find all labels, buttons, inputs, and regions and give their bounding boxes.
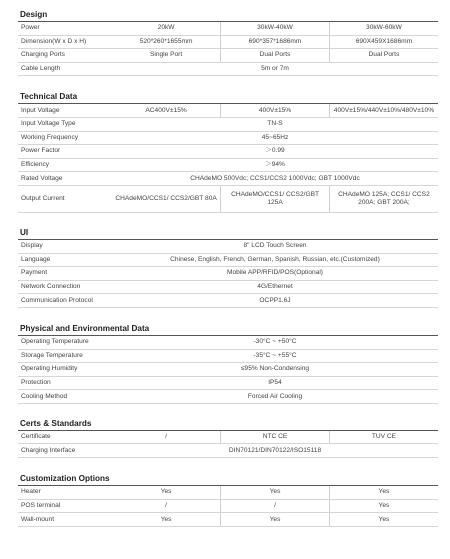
spec-table — [18, 104, 438, 213]
table-row — [18, 294, 438, 308]
row-label: Display — [18, 240, 112, 253]
table-row — [18, 185, 438, 212]
row-label: Cable Length — [18, 62, 112, 76]
row-value: / — [112, 431, 221, 444]
section-title: Technical Data — [18, 90, 438, 104]
table-row — [18, 444, 438, 458]
row-value: CHAdeMO 500Vdc; CCS1/CCS2 1000Vdc; GBT 1000Vdc — [112, 172, 438, 186]
table-row — [18, 117, 438, 131]
table-row — [18, 499, 438, 513]
section-physical-and-environmental-data — [18, 322, 438, 404]
table-row — [18, 22, 438, 35]
section-spacer — [18, 458, 438, 472]
row-label: Storage Temperature — [18, 349, 112, 363]
section-spacer — [18, 404, 438, 417]
spec-table — [18, 486, 438, 527]
row-value: ≤95% Non-Condensing — [112, 363, 438, 377]
row-label: Language — [18, 253, 112, 267]
table-row — [18, 253, 438, 267]
row-value: Yes — [329, 499, 438, 513]
row-value: 690*357*1686mm — [221, 35, 330, 49]
table-row — [18, 513, 438, 527]
row-value: 5m or 7m — [112, 62, 438, 76]
table-row — [18, 390, 438, 404]
row-label: Power Factor — [18, 145, 112, 159]
row-value: Single Port — [112, 49, 221, 63]
row-label: Certificate — [18, 431, 112, 444]
row-label: Power — [18, 22, 112, 35]
row-label: Working Frequency — [18, 131, 112, 145]
section-spacer — [18, 76, 438, 90]
spec-table — [18, 336, 438, 404]
row-label: Payment — [18, 267, 112, 281]
row-value: Yes — [221, 486, 330, 499]
row-value: 30kW-40kW — [221, 22, 330, 35]
row-label: Input Voltage — [18, 104, 112, 117]
row-label: Protection — [18, 376, 112, 390]
table-row — [18, 486, 438, 499]
table-row — [18, 280, 438, 294]
row-value: 400V±15% — [221, 104, 330, 117]
table-row — [18, 158, 438, 172]
row-value: 400V±15%/440V±10%/480V±10% — [329, 104, 438, 117]
section-title: Physical and Environmental Data — [18, 322, 438, 336]
row-value: 520*260*1655mm — [112, 35, 221, 49]
row-value: Yes — [221, 513, 330, 527]
table-row — [18, 104, 438, 117]
table-row — [18, 349, 438, 363]
row-value: 8" LCD Touch Screen — [112, 240, 438, 253]
table-row — [18, 35, 438, 49]
row-value: ＞94% — [112, 158, 438, 172]
row-value: Chinese, English, French, German, Spanish, Russian, etc.(Customized) — [112, 253, 438, 267]
row-value: 30kW-60kW — [329, 22, 438, 35]
table-row — [18, 376, 438, 390]
row-value: 4G/Ethernet — [112, 280, 438, 294]
table-row — [18, 363, 438, 377]
row-label: Operating Temperature — [18, 336, 112, 349]
row-label: Communication Protocol — [18, 294, 112, 308]
row-value: Mobile APP/RFID/POS(Optional) — [112, 267, 438, 281]
row-value: AC400V±15% — [112, 104, 221, 117]
section-title: UI — [18, 226, 438, 240]
row-label: Dimension(W x D x H) — [18, 35, 112, 49]
row-label: Wall-mount — [18, 513, 112, 527]
table-row — [18, 172, 438, 186]
row-value: CHAdeMO 125A; CCS1/ CCS2 200A; GBT 200A; — [329, 185, 438, 212]
table-row — [18, 145, 438, 159]
row-value: CHAdeMO/CCS1/ CCS2/GBT 80A — [112, 185, 221, 212]
row-value: DIN70121/DIN70122/ISO15118 — [112, 444, 438, 458]
row-value: Dual Ports — [221, 49, 330, 63]
row-label: POS terminal — [18, 499, 112, 513]
row-value: 45~65Hz — [112, 131, 438, 145]
spec-table — [18, 240, 438, 308]
row-label: Operating Humidity — [18, 363, 112, 377]
row-value: / — [112, 499, 221, 513]
table-row — [18, 267, 438, 281]
table-row — [18, 131, 438, 145]
row-value: CHAdeMO/CCS1/ CCS2/GBT 125A — [221, 185, 330, 212]
row-value: 690X459X1686mm — [329, 35, 438, 49]
spec-table — [18, 22, 438, 76]
section-certs-standards — [18, 417, 438, 458]
row-value: -30°C ~ +50°C — [112, 336, 438, 349]
row-label: Network Connection — [18, 280, 112, 294]
section-spacer — [18, 308, 438, 322]
section-title: Certs & Standards — [18, 417, 438, 431]
spec-table — [18, 431, 438, 458]
row-value: 20kW — [112, 22, 221, 35]
row-value: NTC CE — [221, 431, 330, 444]
row-label: Rated Voltage — [18, 172, 112, 186]
table-row — [18, 336, 438, 349]
row-value: TUV CE — [329, 431, 438, 444]
row-label: Cooling Method — [18, 390, 112, 404]
row-label: Charging Ports — [18, 49, 112, 63]
row-value: Yes — [329, 513, 438, 527]
row-value: IP54 — [112, 376, 438, 390]
row-label: Input Voltage Type — [18, 117, 112, 131]
row-value: TN-S — [112, 117, 438, 131]
table-row — [18, 62, 438, 76]
row-value: Forced Air Cooling — [112, 390, 438, 404]
row-value: ＞0.99 — [112, 145, 438, 159]
section-design — [18, 8, 438, 76]
section-ui — [18, 226, 438, 308]
row-value: Yes — [329, 486, 438, 499]
section-technical-data — [18, 90, 438, 213]
section-customization-options — [18, 472, 438, 527]
row-label: Efficiency — [18, 158, 112, 172]
row-value: OCPP1.6J — [112, 294, 438, 308]
table-row — [18, 49, 438, 63]
row-value: Dual Ports — [329, 49, 438, 63]
table-row — [18, 431, 438, 444]
spec-sheet — [18, 8, 438, 527]
section-title: Customization Options — [18, 472, 438, 486]
row-label: Output Current — [18, 185, 112, 212]
table-row — [18, 240, 438, 253]
row-value: Yes — [112, 513, 221, 527]
row-value: Yes — [112, 486, 221, 499]
row-label: Heater — [18, 486, 112, 499]
row-value: / — [221, 499, 330, 513]
row-value: -35°C ~ +55°C — [112, 349, 438, 363]
section-spacer — [18, 213, 438, 226]
section-title: Design — [18, 8, 438, 22]
row-label: Charging Interface — [18, 444, 112, 458]
